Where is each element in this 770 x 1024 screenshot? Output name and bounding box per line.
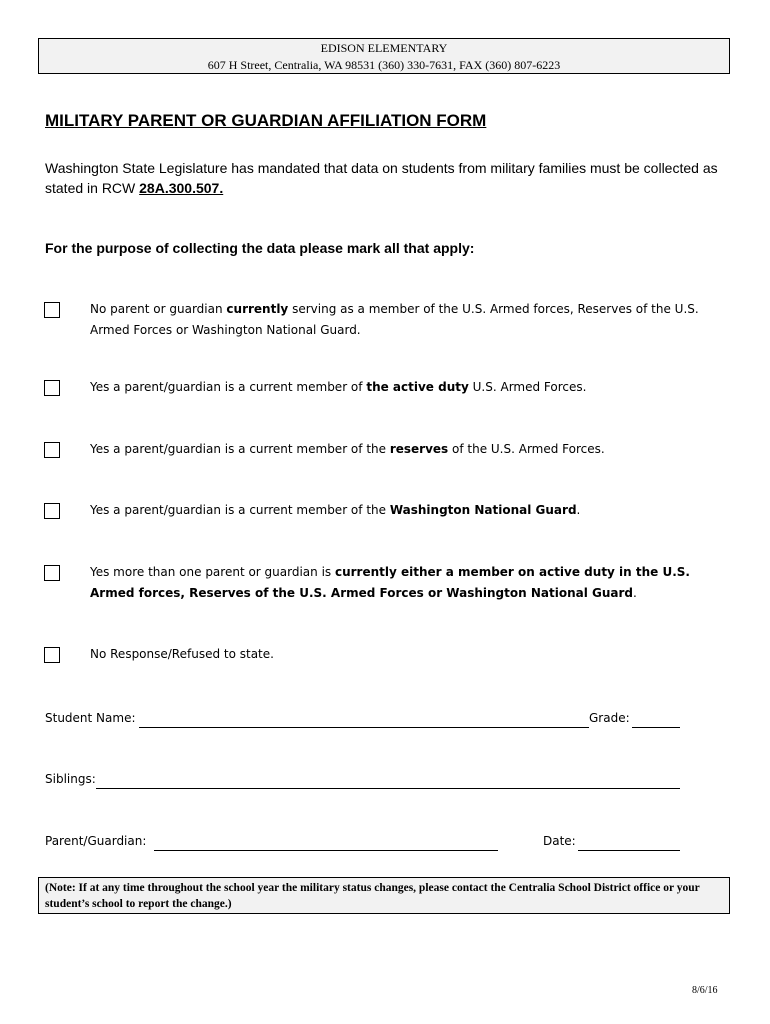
- option-checkbox[interactable]: [44, 302, 60, 318]
- option-checkbox[interactable]: [44, 647, 60, 663]
- grade-input[interactable]: [632, 713, 680, 728]
- form-title: MILITARY PARENT OR GUARDIAN AFFILIATION FORM: [45, 111, 487, 130]
- school-address: 607 H Street, Centralia, WA 98531 (360) 330-7631, FAX (360) 807-6223: [207, 58, 561, 72]
- option-label: No parent or guardian currently serving as a member of the U.S. Armed forces, Reserves of the U.S. Armed Forces or Washington National Guard.: [90, 302, 699, 337]
- option-label: Yes a parent/guardian is a current member of the active duty U.S. Armed Forces.: [90, 380, 587, 394]
- option-label: Yes a parent/guardian is a current member of the Washington National Guard.: [90, 503, 581, 517]
- option-checkbox[interactable]: [44, 380, 60, 396]
- siblings-label: Siblings:: [45, 772, 96, 786]
- parent-guardian-label: Parent/Guardian:: [45, 834, 147, 848]
- intro-paragraph: [45, 158, 725, 198]
- date-label: Date:: [543, 834, 576, 848]
- option-label: No Response/Refused to state.: [90, 647, 274, 661]
- date-input[interactable]: [578, 836, 680, 851]
- siblings-input[interactable]: [96, 774, 680, 789]
- rcw-reference: 28A.300.507.: [139, 180, 224, 196]
- grade-label: Grade:: [589, 711, 630, 725]
- purpose-instruction: For the purpose of collecting the data please mark all that apply:: [45, 240, 475, 256]
- option-label: Yes a parent/guardian is a current member of the reserves of the U.S. Armed Forces.: [90, 442, 605, 456]
- option-checkbox[interactable]: [44, 442, 60, 458]
- status-change-note: (Note: If at any time throughout the school year the military status changes, please contact the Centralia School District office or your student’s school to report the change.): [38, 877, 730, 914]
- school-header: [38, 38, 730, 74]
- revision-date: 8/6/16: [692, 985, 718, 996]
- option-checkbox[interactable]: [44, 565, 60, 581]
- student-name-input[interactable]: [139, 713, 589, 728]
- school-name: EDISON ELEMENTARY: [320, 41, 448, 55]
- option-label: Yes more than one parent or guardian is currently either a member on active duty in the U.S. Armed forces, Reserves of the U.S. Armed Forces or Washington National Guard.: [90, 565, 690, 600]
- parent-guardian-input[interactable]: [154, 836, 498, 851]
- student-name-label: Student Name:: [45, 711, 136, 725]
- intro-text: Washington State Legislature has mandated that data on students from military families must be collected as stated in RCW: [45, 160, 718, 196]
- option-checkbox[interactable]: [44, 503, 60, 519]
